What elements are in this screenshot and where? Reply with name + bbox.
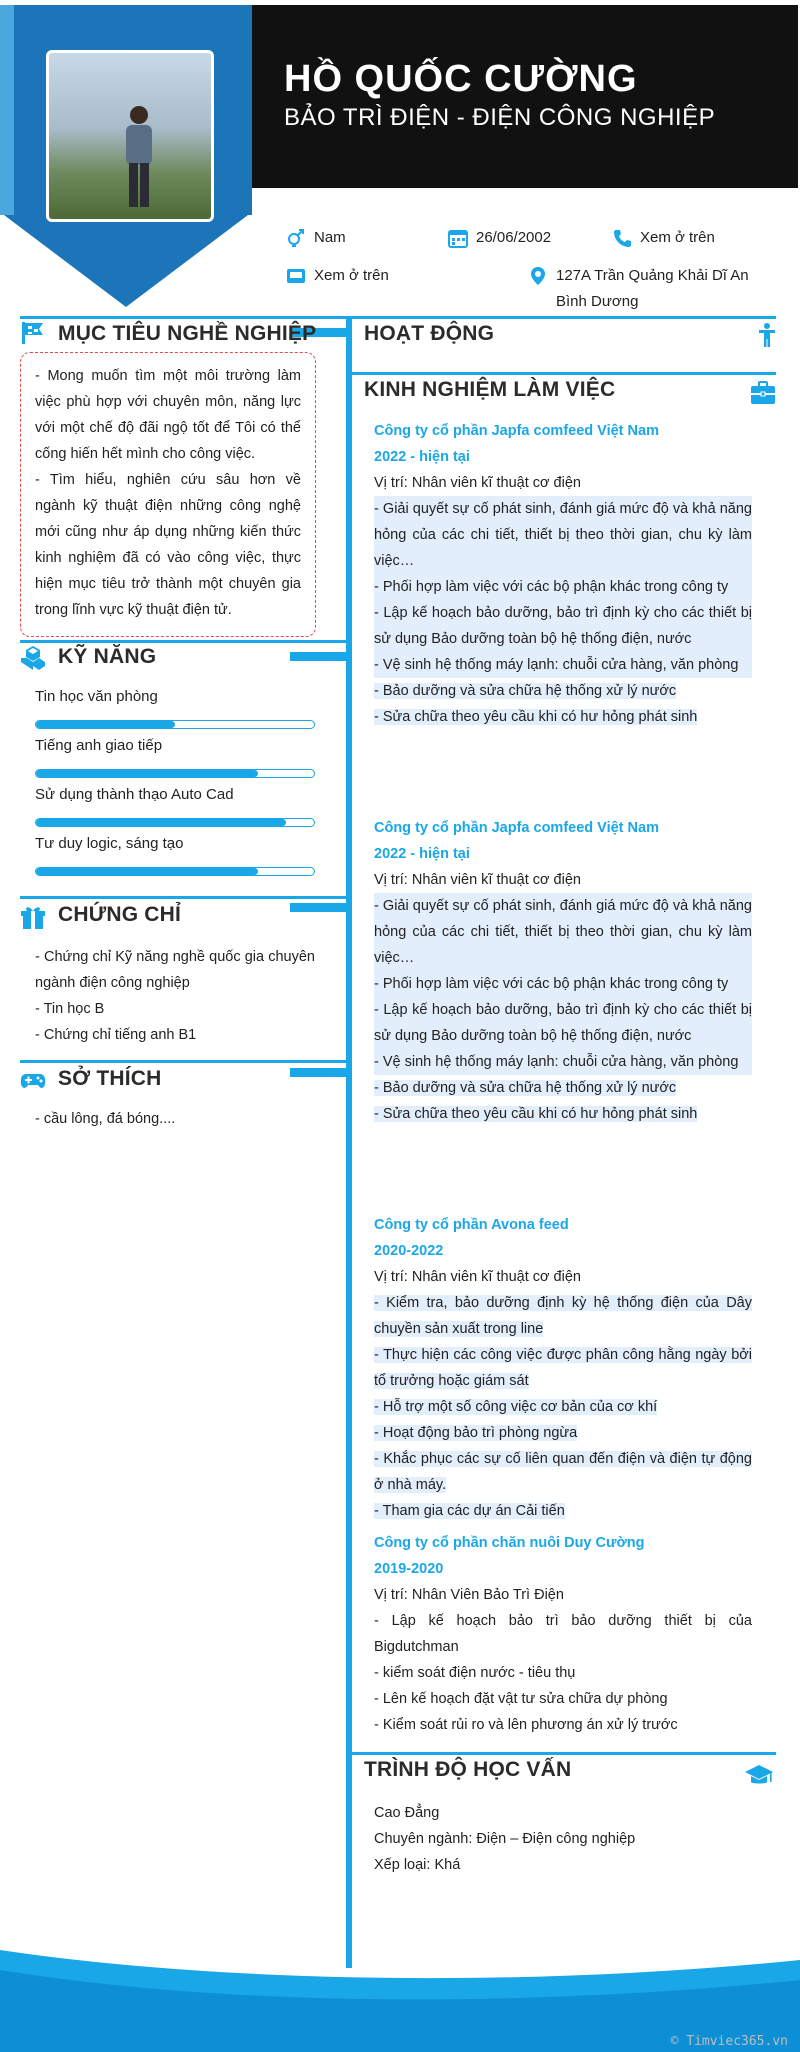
person-silhouette-icon — [119, 101, 159, 211]
skills-rule-accent — [290, 652, 346, 661]
experience-task: - Bảo dưỡng và sửa chữa hệ thống xử lý nước — [374, 683, 677, 699]
skill-label: Sử dụng thành thạo Auto Cad — [35, 786, 234, 803]
section-title-activities: HOẠT ĐỘNG — [364, 322, 495, 345]
person-icon — [754, 322, 780, 348]
objective-rule — [20, 316, 346, 319]
skill-bar-fill — [36, 721, 175, 728]
gamepad-icon — [20, 1068, 46, 1094]
experience-task: - Bảo dưỡng và sửa chữa hệ thống xử lý nước — [374, 1080, 677, 1096]
experience-task: - Lên kế hoạch đặt vật tư sửa chữa dự phòng — [374, 1691, 668, 1707]
experience-entry — [374, 1530, 752, 1738]
email-icon — [286, 266, 306, 286]
watermark: © Timviec365.vn — [670, 2034, 788, 2049]
objective-paragraph: - Mong muốn tìm một môi trường làm việc phù hợp với chuyên môn, năng lực với một chế độ đãi ngộ tốt để Tôi có thể cống hiến hết mình cho công việc. — [35, 368, 301, 462]
skill-bar-fill — [36, 819, 286, 826]
header-chevron — [0, 212, 252, 307]
experience-period: 2022 - hiện tại — [374, 846, 470, 862]
experience-task: - Phối hợp làm việc với các bộ phận khác trong công ty — [374, 579, 729, 595]
education-level: Cao Đẳng — [374, 1805, 440, 1821]
location-pin-icon — [528, 266, 548, 286]
certificates-rule — [20, 896, 346, 899]
skill-bar — [35, 769, 315, 778]
section-title-objective: MỤC TIÊU NGHỀ NGHIỆP — [58, 322, 317, 345]
gift-icon — [20, 904, 46, 930]
experience-task: - Sửa chữa theo yêu cầu khi có hư hỏng phát sinh — [374, 1106, 698, 1122]
experience-period: 2019-2020 — [374, 1561, 444, 1577]
experience-period: 2022 - hiện tại — [374, 449, 470, 465]
certificates-list — [35, 944, 315, 1048]
column-divider — [346, 316, 352, 1968]
avatar — [46, 50, 214, 222]
experience-tasks — [374, 496, 752, 678]
info-birthday — [448, 228, 551, 251]
education-major: Chuyên ngành: Điện – Điện công nghiệp — [374, 1831, 636, 1847]
experience-task: - Vệ sinh hệ thống máy lạnh: chuỗi cửa hàng, văn phòng — [374, 1054, 739, 1070]
objective-box — [20, 352, 316, 637]
experience-rule — [352, 372, 776, 375]
skill-item — [35, 688, 315, 729]
skill-bar — [35, 867, 315, 876]
skill-item — [35, 737, 315, 778]
briefcase-icon — [750, 380, 776, 406]
experience-task: - Sửa chữa theo yêu cầu khi có hư hỏng phát sinh — [374, 709, 698, 725]
header-accent-strip — [0, 5, 14, 215]
section-title-skills: KỸ NĂNG — [58, 645, 157, 668]
calendar-icon — [448, 228, 468, 248]
experience-task: - Thực hiện các công việc được phân công hằng ngày bởi tổ trưởng hoặc giám sát — [374, 1347, 752, 1389]
skill-bar — [35, 818, 315, 827]
info-gender — [286, 228, 346, 251]
skill-bar — [35, 720, 315, 729]
candidate-title: BẢO TRÌ ĐIỆN - ĐIỆN CÔNG NGHIỆP — [284, 104, 716, 131]
experience-task: - Giải quyết sự cố phát sinh, đánh giá mức độ và khả năng hỏng của các chi tiết, thiết bị theo thời gian, chu kỳ làm việc… — [374, 898, 752, 966]
skill-item — [35, 786, 315, 827]
experience-task: - kiểm soát điện nước - tiêu thụ — [374, 1665, 576, 1681]
certificate-item: - Tin học B — [35, 1001, 105, 1017]
cubes-icon — [20, 645, 46, 671]
experience-task: - Lập kế hoạch bảo dưỡng, bảo trì định kỳ cho các thiết bị sử dụng Bảo dưỡng toàn bộ hệ thống điện, nước — [374, 1002, 752, 1044]
skill-label: Tin học văn phòng — [35, 688, 158, 705]
info-email — [286, 266, 389, 289]
experience-company: Công ty cổ phần Avona feed — [374, 1217, 569, 1233]
skill-label: Tiếng anh giao tiếp — [35, 737, 163, 754]
experience-position: Vị trí: Nhân viên kĩ thuật cơ điện — [374, 872, 581, 888]
experience-company: Công ty cổ phần Japfa comfeed Việt Nam — [374, 820, 659, 836]
gender-value: Nam — [314, 229, 346, 246]
experience-task: - Kiểm tra, bảo dưỡng định kỳ hệ thống điện của Dây chuyền sản xuất trong line — [374, 1295, 752, 1337]
phone-icon — [612, 228, 632, 248]
education-list — [374, 1800, 752, 1878]
email-value: Xem ở trên — [314, 267, 389, 284]
experience-task: - Giải quyết sự cố phát sinh, đánh giá mức độ và khả năng hỏng của các chi tiết, thiết bị theo thời gian, chu kỳ làm việc… — [374, 501, 752, 569]
graduation-cap-icon — [744, 1762, 774, 1788]
experience-task: - Lập kế hoạch bảo dưỡng, bảo trì định kỳ cho các thiết bị sử dụng Bảo dưỡng toàn bộ hệ thống điện, nước — [374, 605, 752, 647]
experience-task: - Hỗ trợ một số công việc cơ bản của cơ khí — [374, 1399, 658, 1415]
experience-task: - Hoạt động bảo trì phòng ngừa — [374, 1425, 578, 1441]
certificate-item: - Chứng chỉ Kỹ năng nghề quốc gia chuyên ngành điện công nghiệp — [35, 949, 315, 991]
skill-bar-fill — [36, 868, 258, 875]
experience-position: Vị trí: Nhân Viên Bảo Trì Điện — [374, 1587, 564, 1603]
info-address — [528, 266, 760, 315]
candidate-name: HỒ QUỐC CƯỜNG — [284, 58, 638, 100]
experience-company: Công ty cổ phần chăn nuôi Duy Cường — [374, 1535, 645, 1551]
info-phone — [612, 228, 715, 251]
experience-tasks — [374, 893, 752, 1075]
skill-label: Tư duy logic, sáng tạo — [35, 835, 184, 852]
experience-position: Vị trí: Nhân viên kĩ thuật cơ điện — [374, 1269, 581, 1285]
experience-task: - Khắc phục các sự cố liên quan đến điện và điện tự động ở nhà máy. — [374, 1451, 752, 1493]
experience-task: - Vệ sinh hệ thống máy lạnh: chuỗi cửa hàng, văn phòng — [374, 657, 739, 673]
experience-task: - Kiểm soát rủi ro và lên phương án xử lý trước — [374, 1717, 678, 1733]
experience-company: Công ty cổ phần Japfa comfeed Việt Nam — [374, 423, 659, 439]
experience-task: - Phối hợp làm việc với các bộ phận khác trong công ty — [374, 976, 729, 992]
hobbies-text: - cầu lông, đá bóng.... — [35, 1111, 176, 1127]
skills-rule — [20, 640, 346, 643]
skill-item — [35, 835, 315, 876]
experience-entry — [374, 1212, 752, 1524]
experience-position: Vị trí: Nhân viên kĩ thuật cơ điện — [374, 475, 581, 491]
section-title-hobbies: SỞ THÍCH — [58, 1067, 162, 1090]
experience-task: - Lập kế hoạch bảo trì bảo dưỡng thiết bị của Bigdutchman — [374, 1613, 752, 1655]
phone-value: Xem ở trên — [640, 229, 715, 246]
hobbies-rule-accent — [290, 1068, 346, 1077]
address-value: 127A Trần Quảng Khải Dĩ An Bình Dương — [556, 267, 749, 310]
certificates-rule-accent — [290, 903, 346, 912]
section-title-experience: KINH NGHIỆM LÀM VIỆC — [364, 378, 616, 401]
education-rule — [352, 1752, 776, 1755]
section-title-education: TRÌNH ĐỘ HỌC VẤN — [364, 1758, 572, 1781]
birthday-value: 26/06/2002 — [476, 229, 552, 246]
experience-entry — [374, 815, 752, 1127]
gender-icon — [286, 228, 306, 248]
objective-paragraph: - Tìm hiểu, nghiên cứu sâu hơn về ngành kỹ thuật điện những công nghệ mới cũng như áp dụng những kiến thức kinh nghiệm đã có vào công việc, thực hiện mục tiêu trở thành một chuyên gia trong lĩnh vực kỹ thuật điện tử. — [35, 472, 301, 618]
certificate-item: - Chứng chỉ tiếng anh B1 — [35, 1027, 197, 1043]
experience-entry — [374, 418, 752, 730]
section-title-certificates: CHỨNG CHỈ — [58, 903, 182, 926]
skill-bar-fill — [36, 770, 258, 777]
experience-period: 2020-2022 — [374, 1243, 444, 1259]
experience-task: - Tham gia các dự án Cải tiến — [374, 1503, 565, 1519]
education-grade: Xếp loại: Khá — [374, 1857, 461, 1873]
activities-rule — [352, 316, 776, 319]
flag-icon — [20, 320, 46, 346]
hobbies-rule — [20, 1060, 346, 1063]
